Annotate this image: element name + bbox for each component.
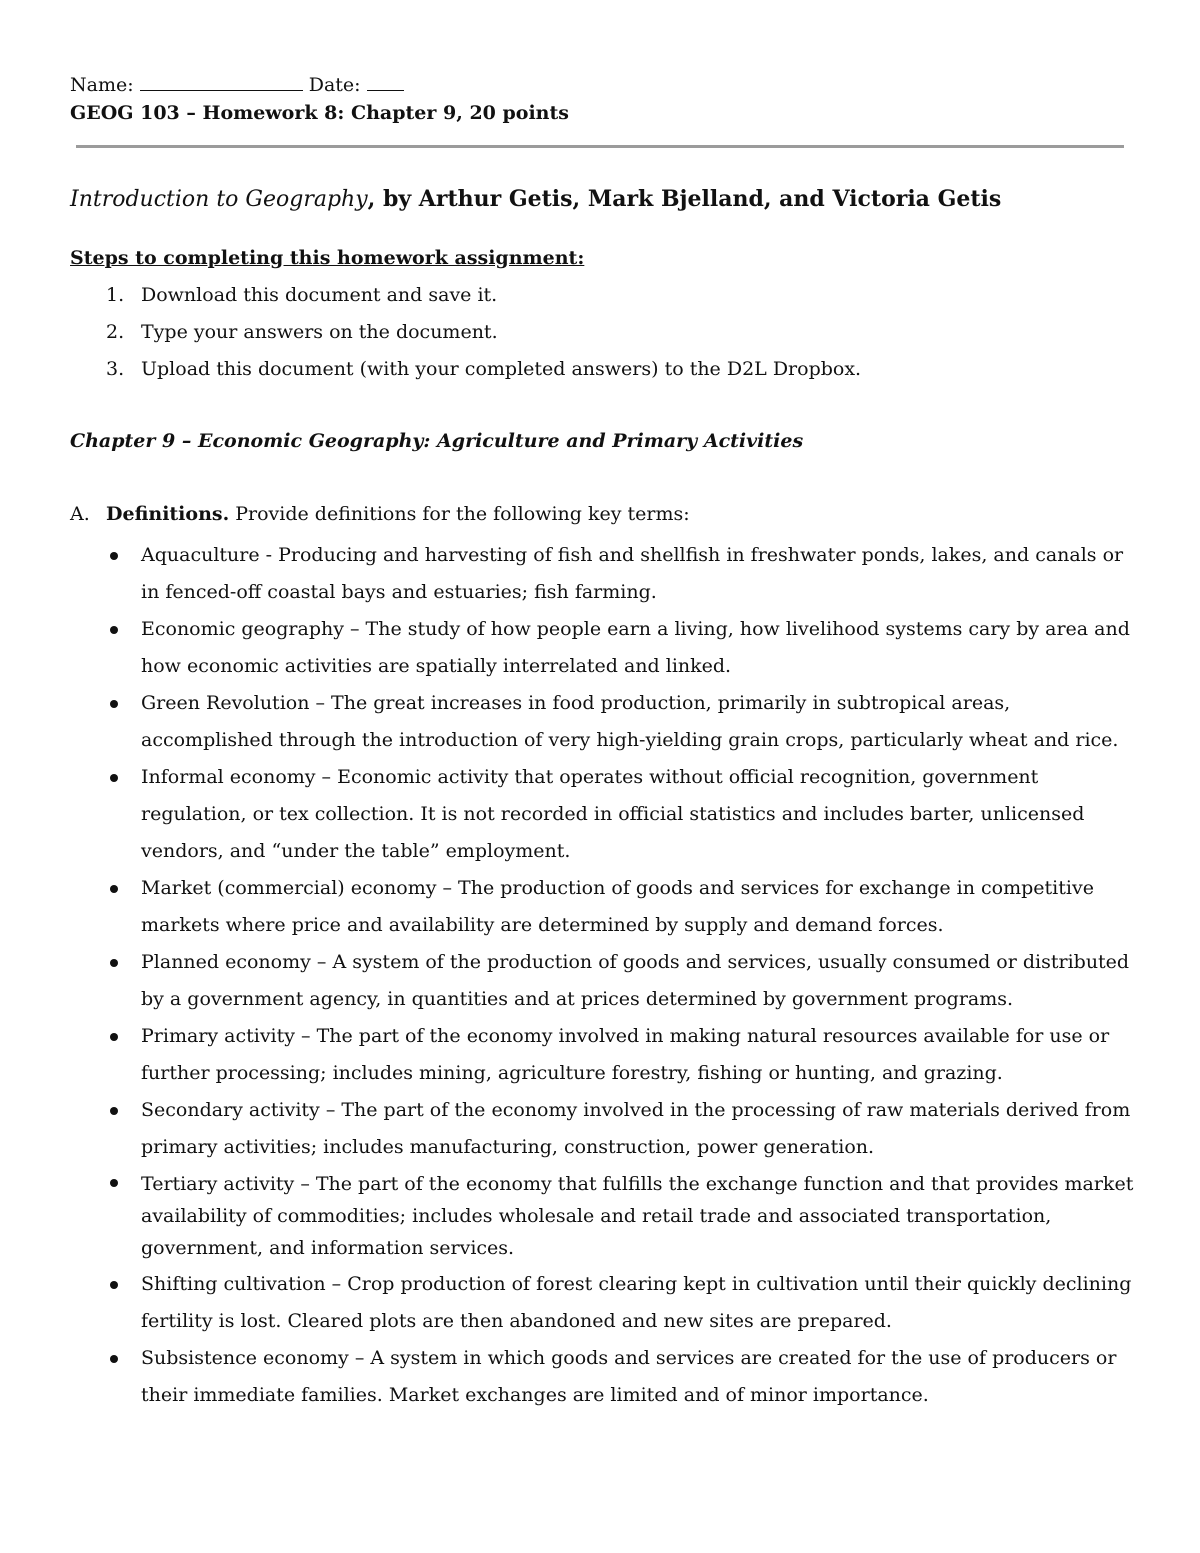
date-blank[interactable] [367,76,404,91]
definition-text[interactable]: Primary activity – The part of the economy involved in making natural resources available for use or further processing; includes mining, agriculture forestry, fishing or hunting, and grazing. [141,1025,1110,1084]
course-title: GEOG 103 – Homework 8: Chapter 9, 20 points [70,102,569,124]
bullet-icon [110,1179,118,1187]
name-date-line [70,74,404,96]
definition-text[interactable]: Informal economy – Economic activity that operates without official recognition, government regulation, or tex collection. It is not recorded in official statistics and includes barter, unlicensed vendors, and “under the table” employment. [141,766,1085,862]
definition-text[interactable]: Aquaculture - Producing and harvesting of fish and shellfish in freshwater ponds, lakes, and canals or in fenced-off coastal bays and estuaries; fish farming. [141,544,1124,603]
name-blank[interactable] [140,76,303,91]
definition-text[interactable]: Planned economy – A system of the production of goods and services, usually consumed or distributed by a government agency, in quantities and at prices determined by government programs. [141,951,1130,1010]
section-instruction: Provide definitions for the following key terms: [229,503,690,525]
definition-text[interactable]: Tertiary activity – The part of the economy that fulfills the exchange function and that provides market availability of commodities; includes wholesale and retail trade and associated transportation, government, and information services. [141,1173,1134,1259]
step-text: Upload this document (with your completed answers) to the D2L Dropbox. [141,358,862,380]
bullet-icon [110,959,118,967]
definition-item [70,759,1140,870]
definition-item [70,1018,1140,1092]
name-label: Name: [70,74,134,96]
definition-item [70,870,1140,944]
step-number: 1. [106,284,125,306]
section-a-heading [70,503,690,525]
definition-item [70,611,1140,685]
bullet-icon [110,700,118,708]
section-letter: A. [70,503,90,525]
bullet-icon [110,626,118,634]
step-text: Type your answers on the document. [141,321,498,343]
bullet-icon [110,552,118,560]
definitions-list [70,537,1140,1414]
definition-item [70,1166,1140,1266]
definition-text[interactable]: Market (commercial) economy – The production of goods and services for exchange in competitive markets where price and availability are determined by supply and demand forces. [141,877,1094,936]
definition-text[interactable]: Secondary activity – The part of the economy involved in the processing of raw materials derived from primary activities; includes manufacturing, construction, power generation. [141,1099,1131,1158]
book-citation [70,186,1001,212]
definition-text[interactable]: Subsistence economy – A system in which goods and services are created for the use of producers or their immediate families. Market exchanges are limited and of minor importance. [141,1347,1117,1406]
book-title: Introduction to Geography [70,187,368,212]
step-number: 2. [106,321,125,343]
definition-item [70,1092,1140,1166]
bullet-icon [110,885,118,893]
definition-text[interactable]: Green Revolution – The great increases in food production, primarily in subtropical areas, accomplished through the introduction of very high-yielding grain crops, particularly wheat and rice. [141,692,1119,751]
step-number: 3. [106,358,125,380]
bullet-icon [110,1107,118,1115]
steps-heading: Steps to completing this homework assignment: [70,247,585,269]
definition-item [70,944,1140,1018]
definition-item [70,1340,1140,1414]
bullet-icon [110,1033,118,1041]
horizontal-rule [76,145,1124,148]
definition-text[interactable]: Economic geography – The study of how people earn a living, how livelihood systems cary by area and how economic activities are spatially interrelated and linked. [141,618,1130,677]
book-authors: , by Arthur Getis, Mark Bjelland, and Victoria Getis [367,186,1002,212]
bullet-icon [110,1355,118,1363]
step-text: Download this document and save it. [141,284,498,306]
definition-item [70,685,1140,759]
section-label: Definitions. [106,503,230,525]
chapter-heading: Chapter 9 – Economic Geography: Agriculture and Primary Activities [70,430,804,452]
definition-item [70,537,1140,611]
date-label: Date: [308,74,361,96]
definition-item [70,1266,1140,1340]
bullet-icon [110,774,118,782]
definition-text[interactable]: Shifting cultivation – Crop production of forest clearing kept in cultivation until their quickly declining fertility is lost. Cleared plots are then abandoned and new sites are prepared. [141,1273,1132,1332]
bullet-icon [110,1281,118,1289]
